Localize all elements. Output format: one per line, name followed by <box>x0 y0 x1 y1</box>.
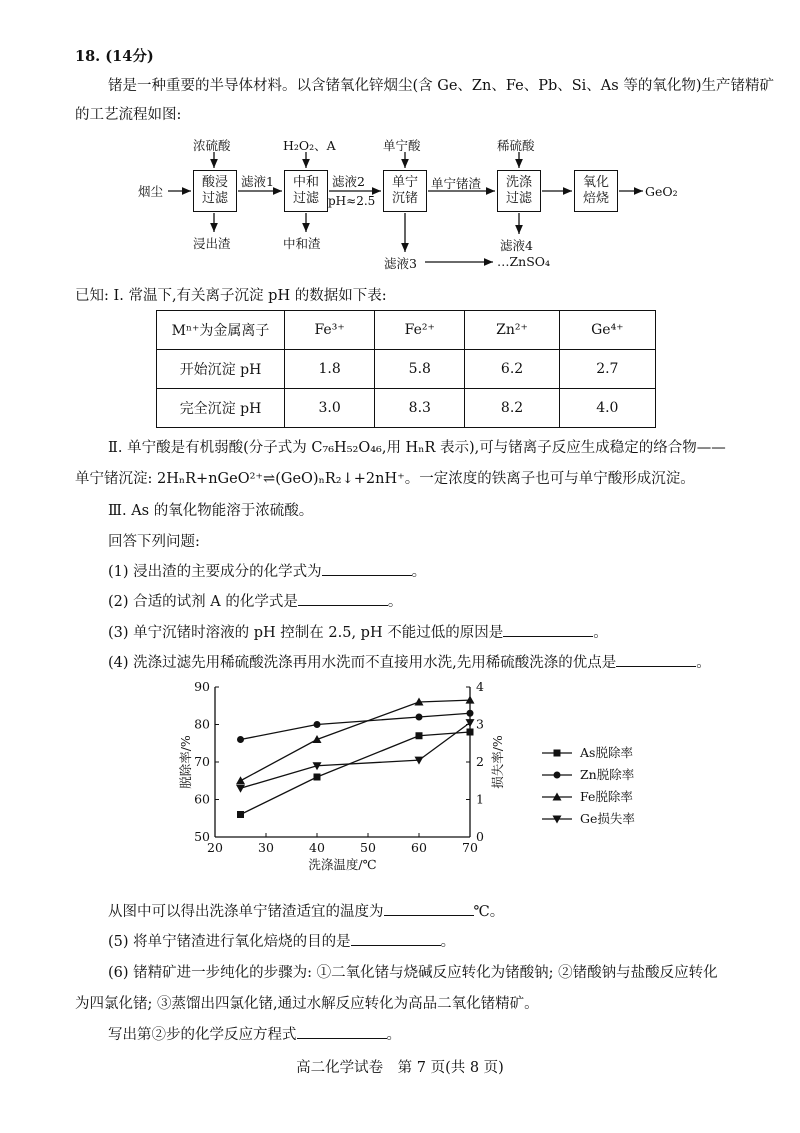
table-row <box>157 350 656 389</box>
y-axis-label: 脱除率/% <box>178 735 193 789</box>
precipitation-ph-table <box>156 310 656 428</box>
flowchart-arrows <box>0 0 800 280</box>
output-label-1: 浸出渣 <box>193 236 231 251</box>
table-cell: 6.2 <box>465 350 559 389</box>
legend-marker-1 <box>554 772 561 779</box>
y2-axis-label: 损失率/% <box>490 735 505 789</box>
series-line-1 <box>241 713 471 739</box>
y-tick-label: 50 <box>194 829 210 844</box>
series-point-0 <box>416 732 423 739</box>
punct: 。 <box>440 934 456 950</box>
y2-tick-label: 0 <box>476 829 484 844</box>
x-tick-label: 20 <box>207 840 223 855</box>
y2-tick-label: 2 <box>476 754 484 769</box>
known-2-line-1: Ⅱ. 单宁酸是有机弱酸(分子式为 C₇₆H₅₂O₄₆,用 HₙR 表示),可与锗离子反应生成稳定的络合物—— <box>108 440 726 456</box>
x-tick-label: 30 <box>258 840 274 855</box>
intro-line-2: 的工艺流程如图: <box>75 107 182 123</box>
table-cell: 2.7 <box>559 350 655 389</box>
table-cell: Fe³⁺ <box>285 311 375 350</box>
box-text: 焙烧 <box>582 191 609 206</box>
x-tick-label: 70 <box>462 840 478 855</box>
y2-tick-label: 1 <box>476 791 484 807</box>
answer-blank[interactable] <box>322 561 412 576</box>
question-text: 写出第②步的化学反应方程式 <box>108 1027 297 1043</box>
series-point-0 <box>314 774 321 781</box>
answer-blank[interactable] <box>503 622 593 637</box>
questions-lead: 回答下列问题: <box>108 534 200 550</box>
question-6-line-2: 为四氯化锗; ③蒸馏出四氯化锗,通过水解反应转化为高品二氧化锗精矿。 <box>75 996 539 1012</box>
arrow-label-1: 滤液1 <box>241 174 274 189</box>
question-6-line-3 <box>108 1023 401 1044</box>
legend-marker-0 <box>554 750 561 757</box>
series-point-0 <box>467 729 474 736</box>
answer-blank[interactable] <box>616 652 696 667</box>
x-tick-label: 40 <box>309 840 325 855</box>
question-text: (5) 将单宁锗渣进行氧化焙烧的目的是 <box>108 934 351 950</box>
answer-blank[interactable] <box>298 591 388 606</box>
x-axis-label: 洗涤温度/℃ <box>308 857 377 872</box>
output-label-4: 滤液4 <box>500 238 533 253</box>
question-text: (1) 浸出渣的主要成分的化学式为 <box>108 564 322 580</box>
box-text: 过滤 <box>201 191 228 206</box>
series-point-1 <box>237 736 244 743</box>
y2-tick-label: 4 <box>476 679 484 694</box>
arrow-label-ph: pH≈2.5 <box>328 194 376 208</box>
table-cell: Fe²⁺ <box>375 311 465 350</box>
series-point-0 <box>237 811 244 818</box>
question-text: 从图中可以得出洗涤单宁锗渣适宜的温度为 <box>108 904 384 920</box>
box-text: 洗涤 <box>505 175 532 190</box>
answer-blank[interactable] <box>297 1024 387 1039</box>
series-point-3 <box>466 719 475 727</box>
box-text: 酸浸 <box>201 175 228 190</box>
table-header-row <box>157 311 656 350</box>
y-tick-label: 80 <box>194 716 210 732</box>
question-number: 18. (14分) <box>75 48 154 65</box>
input-label-4: 稀硫酸 <box>497 138 535 153</box>
answer-blank[interactable] <box>351 931 441 946</box>
table-cell: 8.2 <box>465 389 559 428</box>
table-cell: 完全沉淀 pH <box>157 389 285 428</box>
table-row <box>157 389 656 428</box>
series-point-2 <box>236 776 245 784</box>
legend-label-0: As脱除率 <box>580 745 633 760</box>
page-footer: 高二化学试卷 第 7 页(共 8 页) <box>296 1060 504 1076</box>
output-label-3: 滤液3 <box>384 256 417 271</box>
question-text: (3) 单宁沉锗时溶液的 pH 控制在 2.5, pH 不能过低的原因是 <box>108 625 504 641</box>
box-text: 过滤 <box>292 191 319 206</box>
question-6-line-1: (6) 锗精矿进一步纯化的步骤为: ①二氧化锗与烧碱反应转化为锗酸钠; ②锗酸钠与盐酸反应转化 <box>108 965 718 981</box>
series-point-1 <box>467 710 474 717</box>
intro-line-1: 锗是一种重要的半导体材料。以含锗氧化锌烟尘(含 Ge、Zn、Fe、Pb、Si、As 等的氧化物)生产锗精矿 <box>108 78 774 94</box>
table-cell: 3.0 <box>285 389 375 428</box>
known-2-line-2: 单宁锗沉淀: 2HₙR+nGeO²⁺⇌(GeO)ₙR₂↓+2nH⁺。一定浓度的铁离子也可与单宁酸形成沉淀。 <box>75 471 695 487</box>
table-cell: 1.8 <box>285 350 375 389</box>
wash-temperature-chart <box>170 675 660 875</box>
series-line-0 <box>241 732 471 815</box>
box-text: 沉锗 <box>391 191 418 206</box>
y-tick-label: 70 <box>194 754 210 769</box>
table-cell: Mⁿ⁺为金属离子 <box>157 311 285 350</box>
known-1-title: 已知: Ⅰ. 常温下,有关离子沉淀 pH 的数据如下表: <box>75 288 387 304</box>
question-4 <box>108 651 711 672</box>
punct: 。 <box>387 594 403 610</box>
known-3-line: Ⅲ. As 的氧化物能溶于浓硫酸。 <box>108 503 314 519</box>
input-label-2: H₂O₂、A <box>283 138 336 153</box>
question-text: (2) 合适的试剂 A 的化学式是 <box>108 594 298 610</box>
series-point-1 <box>314 721 321 728</box>
question-3 <box>108 621 608 642</box>
series-point-3 <box>236 785 245 793</box>
y-tick-label: 90 <box>194 679 210 694</box>
punct: 。 <box>696 655 711 671</box>
question-2 <box>108 590 402 611</box>
box-text: 中和 <box>292 175 319 190</box>
y2-tick-label: 3 <box>476 716 484 732</box>
box-text: 过滤 <box>505 191 532 206</box>
legend-label-2: Fe脱除率 <box>580 789 633 804</box>
table-cell: 4.0 <box>559 389 655 428</box>
punct: 。 <box>593 625 608 641</box>
box-text: 氧化 <box>582 175 609 190</box>
table-cell: 开始沉淀 pH <box>157 350 285 389</box>
question-5 <box>108 930 455 951</box>
table-cell: Ge⁴⁺ <box>559 311 655 350</box>
product-label: GeO₂ <box>645 184 678 199</box>
arrow-label-3: 单宁锗渣 <box>431 176 482 191</box>
question-4b <box>108 900 504 921</box>
y-tick-label: 60 <box>194 791 210 807</box>
unit: ℃。 <box>473 904 505 920</box>
input-label-3: 单宁酸 <box>383 138 421 153</box>
input-label-1: 浓硫酸 <box>193 138 231 153</box>
x-tick-label: 50 <box>360 840 376 855</box>
feed-label: 烟尘 <box>138 184 164 199</box>
x-tick-label: 60 <box>411 840 427 855</box>
box-text: 单宁 <box>391 175 418 190</box>
table-cell: 5.8 <box>375 350 465 389</box>
output-label-2: 中和渣 <box>283 236 321 251</box>
series-point-1 <box>416 714 423 721</box>
answer-blank[interactable] <box>384 901 474 916</box>
punct: 。 <box>411 564 427 580</box>
legend-label-3: Ge损失率 <box>580 811 635 826</box>
arrow-label-2: 滤液2 <box>332 174 365 189</box>
question-1 <box>108 560 426 581</box>
series-line-2 <box>241 700 471 781</box>
legend-label-1: Zn脱除率 <box>580 767 635 782</box>
question-text: (4) 洗涤过滤先用稀硫酸洗涤再用水洗而不直接用水洗,先用稀硫酸洗涤的优点是 <box>108 655 617 671</box>
zn-product-label: …ZnSO₄ <box>497 254 551 269</box>
table-cell: 8.3 <box>375 389 465 428</box>
table-cell: Zn²⁺ <box>465 311 559 350</box>
punct: 。 <box>386 1027 401 1043</box>
